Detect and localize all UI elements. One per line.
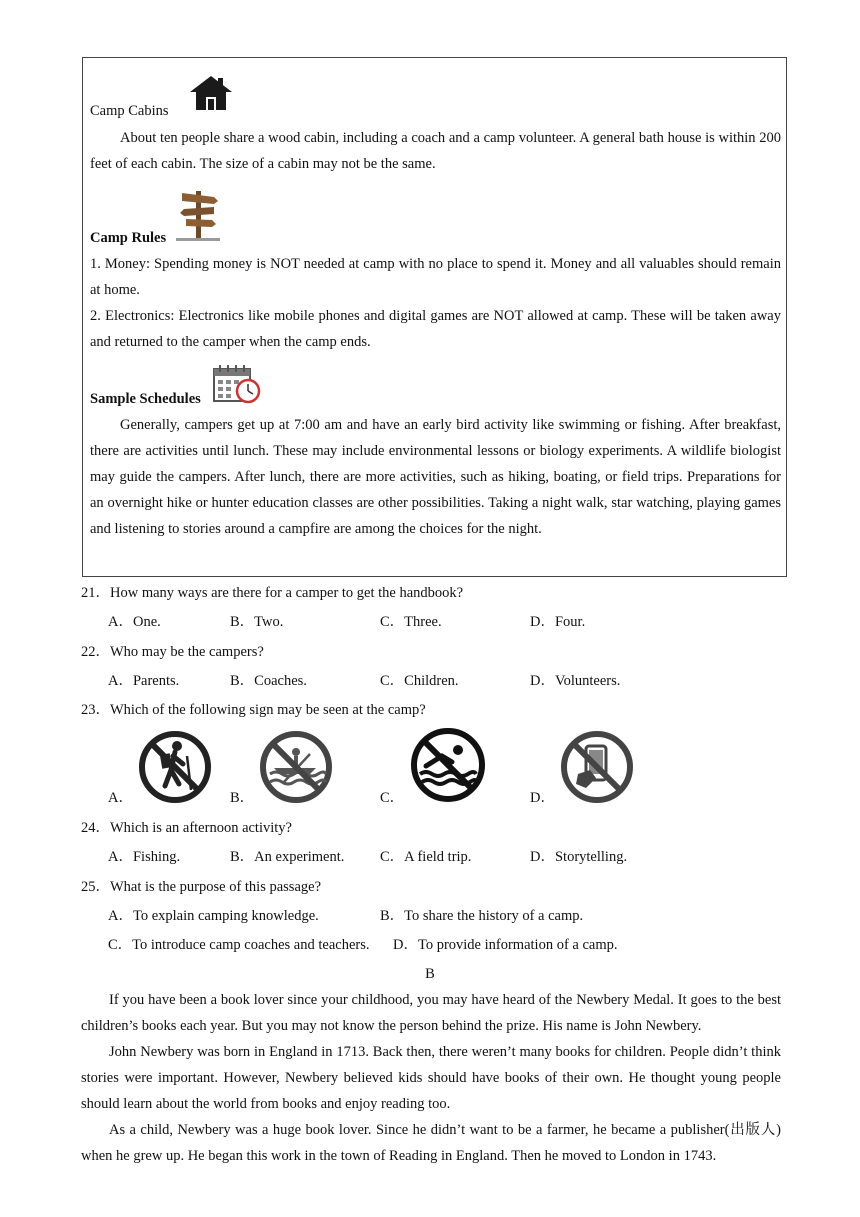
no-boating-sign-icon[interactable]: [256, 730, 336, 804]
no-phone-sign-icon[interactable]: [556, 730, 638, 804]
q22-option-d[interactable]: D．Volunteers.: [530, 673, 621, 689]
rule-1: 1. Money: Spending money is NOT needed at camp with no place to spend it. Money and all valuables should remain at home.: [90, 256, 781, 298]
cabins-text: About ten people share a wood cabin, including a coach and a camp volunteer. A general bath house is within 200 feet of each cabin. The size of a cabin may not be the same.: [90, 130, 781, 172]
q24-option-a[interactable]: A．Fishing.: [108, 849, 181, 865]
q21-option-c[interactable]: C．Three.: [380, 614, 442, 630]
question-24: 24．Which is an afternoon activity?: [81, 820, 292, 836]
schedules-text: Generally, campers get up at 7:00 am and have an early bird activity like swimming or fishing. After breakfast, there are activities until lunch. These may include environmental lessons or biology experiments. A wildlife biologist may guide the campers. After lunch, there are more activities, such as hiking, boating, or field trips. Preparations for an overnight hike or hunter education classes are other possibilities. Taking a night walk, star watching, playing games and listening to stories around a campfire are among the choices for the night.: [90, 417, 781, 537]
q24-option-b[interactable]: B．An experiment.: [230, 849, 345, 865]
q25-option-a[interactable]: A．To explain camping knowledge.: [108, 908, 319, 924]
q24-option-c[interactable]: C．A field trip.: [380, 849, 472, 865]
q21-option-a[interactable]: A．One.: [108, 614, 161, 630]
q25-option-c[interactable]: C．To introduce camp coaches and teachers.: [108, 937, 370, 953]
q25-option-b[interactable]: B．To share the history of a camp.: [380, 908, 584, 924]
question-23: 23．Which of the following sign may be seen at the camp?: [81, 702, 426, 718]
schedules-heading: Sample Schedules: [90, 391, 201, 407]
section-b-paragraph-2: John Newbery was born in England in 1713. Back then, there weren’t many books for children. People didn’t think stories were important. However, Newbery believed kids should have books of their own. He thought young people should learn about the world from books and enjoy reading too.: [81, 1044, 781, 1112]
no-swimming-sign-icon[interactable]: [408, 726, 488, 804]
calendar-clock-icon: [210, 363, 262, 405]
q23-option-b[interactable]: B．: [230, 790, 255, 806]
question-21: 21．How many ways are there for a camper to get the handbook?: [81, 585, 464, 601]
q22-option-a[interactable]: A．Parents.: [108, 673, 180, 689]
section-b-label: B: [425, 966, 435, 982]
question-25: 25．What is the purpose of this passage?: [81, 879, 322, 895]
rule-2: 2. Electronics: Electronics like mobile phones and digital games are NOT allowed at camp. These will be taken away and returned to the camper when the camp ends.: [90, 308, 781, 350]
signpost-icon: [174, 187, 222, 242]
q24-option-d[interactable]: D．Storytelling.: [530, 849, 628, 865]
no-hiking-sign-icon[interactable]: [135, 730, 215, 804]
cabins-heading: Camp Cabins: [90, 103, 169, 119]
q25-option-d[interactable]: D．To provide information of a camp.: [393, 937, 618, 953]
section-b-paragraph-3: As a child, Newbery was a huge book lover. Since he didn’t want to be a farmer, he became a publisher(出版人) when he grew up. He began this work in the town of Reading in England. Then he moved to London in 1743.: [81, 1122, 781, 1164]
q22-option-c[interactable]: C．Children.: [380, 673, 459, 689]
q21-option-d[interactable]: D．Four.: [530, 614, 586, 630]
rules-heading: Camp Rules: [90, 230, 167, 246]
q22-option-b[interactable]: B．Coaches.: [230, 673, 307, 689]
q23-option-c[interactable]: C．: [380, 790, 405, 806]
section-b-paragraph-1: If you have been a book lover since your childhood, you may have heard of the Newbery Medal. It goes to the best children’s books each year. But you may not know the person behind the prize. His name is John Newbery.: [81, 992, 781, 1034]
question-22: 22．Who may be the campers?: [81, 644, 264, 660]
q23-option-d[interactable]: D．: [530, 790, 555, 806]
q21-option-b[interactable]: B．Two.: [230, 614, 284, 630]
cabin-icon: [188, 73, 234, 113]
q23-option-a[interactable]: A．: [108, 790, 133, 806]
